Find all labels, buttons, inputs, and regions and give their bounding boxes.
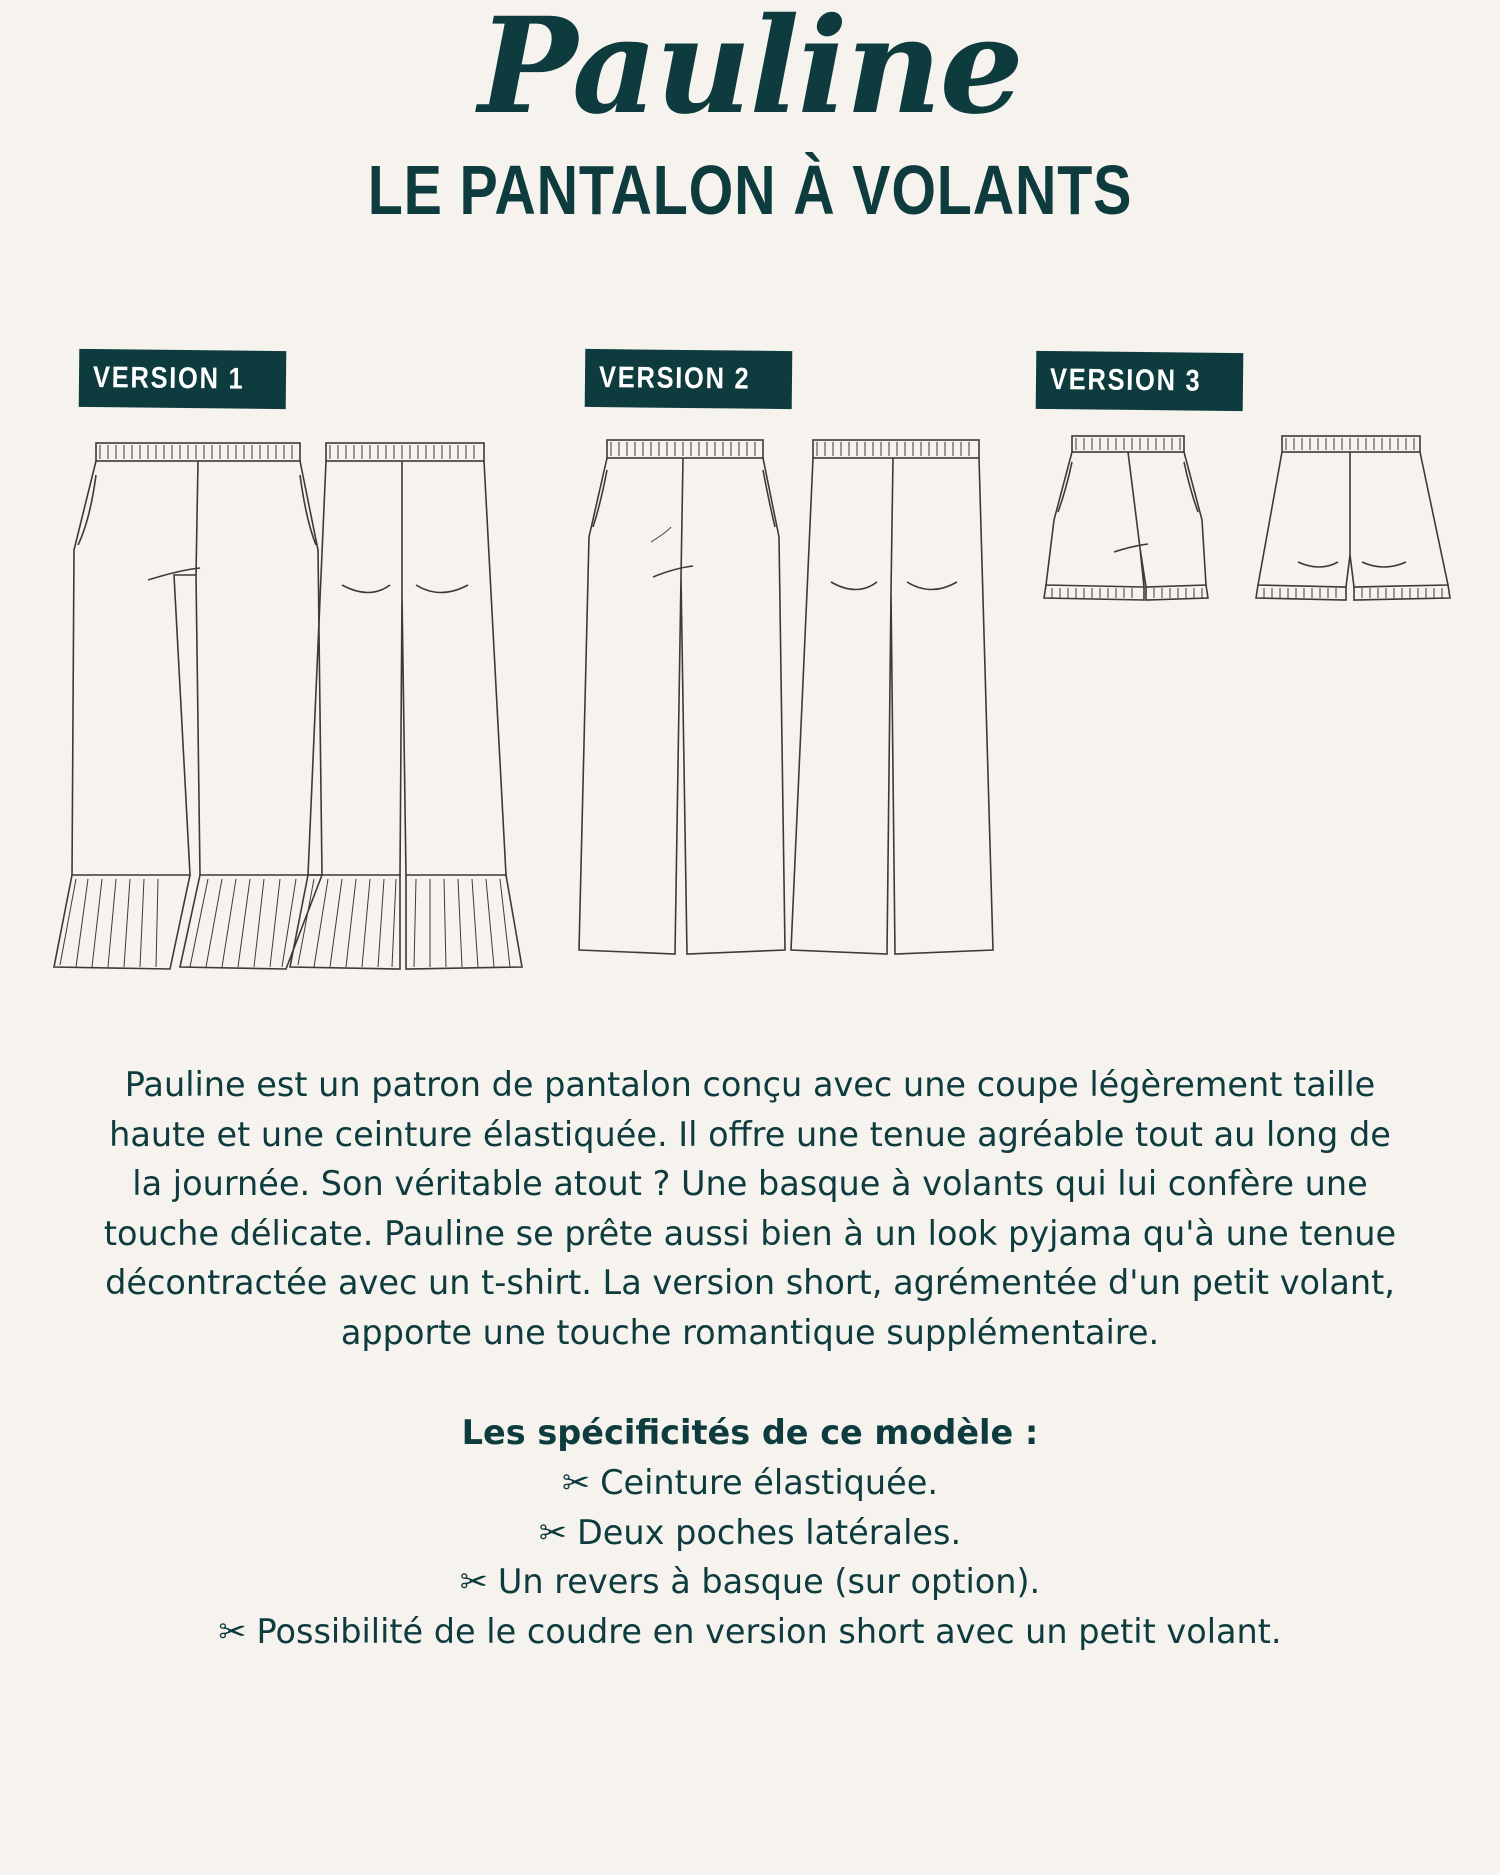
pattern-description: Pauline est un patron de pantalon conçu avec une coupe légèrement taille haute et une ceinture élastiquée. Il offre une tenue agréable tout au long de la journée. Son véritable atout ? Une basque à volants qui lui confère une touche délicate. Pauline se prête aussi bien à un look pyjama qu'à une tenue décontractée avec un t-shirt. La version short, agrémentée d'un petit volant, apporte une touche romantique supplémentaire. xyxy=(103,1065,1397,1352)
version-3-front-illustration xyxy=(1044,436,1208,600)
pattern-title: Pauline xyxy=(478,0,1022,144)
version-1-back-illustration xyxy=(290,443,522,969)
scissors-icon: ✂ xyxy=(459,1562,488,1601)
pattern-subtitle: LE PANTALON À VOLANTS xyxy=(367,151,1133,229)
list-item: ✂ Ceinture élastiquée. xyxy=(562,1463,938,1502)
version-3-drawing xyxy=(1040,430,1460,610)
version-2-back-illustration xyxy=(791,440,993,954)
version-3-back-illustration xyxy=(1256,436,1450,600)
list-item: ✂ Possibilité de le coudre en version short avec un petit volant. xyxy=(218,1611,1282,1651)
version-1-front-illustration xyxy=(54,443,322,969)
scissors-icon: ✂ xyxy=(562,1463,591,1502)
scissors-icon: ✂ xyxy=(218,1611,247,1651)
list-item: ✂ Un revers à basque (sur option). xyxy=(459,1562,1041,1601)
scissors-icon: ✂ xyxy=(538,1512,567,1552)
specs-list xyxy=(0,1458,1500,1656)
version-3-tag: VERSION 3 xyxy=(1036,351,1244,411)
specs-title: Les spécificités de ce modèle : xyxy=(461,1413,1039,1452)
version-2-drawing xyxy=(575,432,1005,962)
list-item: ✂ Deux poches latérales. xyxy=(538,1512,962,1552)
version-1-tag: VERSION 1 xyxy=(79,349,287,409)
version-2-front-illustration xyxy=(579,440,785,954)
version-1-drawing xyxy=(50,435,530,975)
version-2-tag: VERSION 2 xyxy=(585,349,793,409)
